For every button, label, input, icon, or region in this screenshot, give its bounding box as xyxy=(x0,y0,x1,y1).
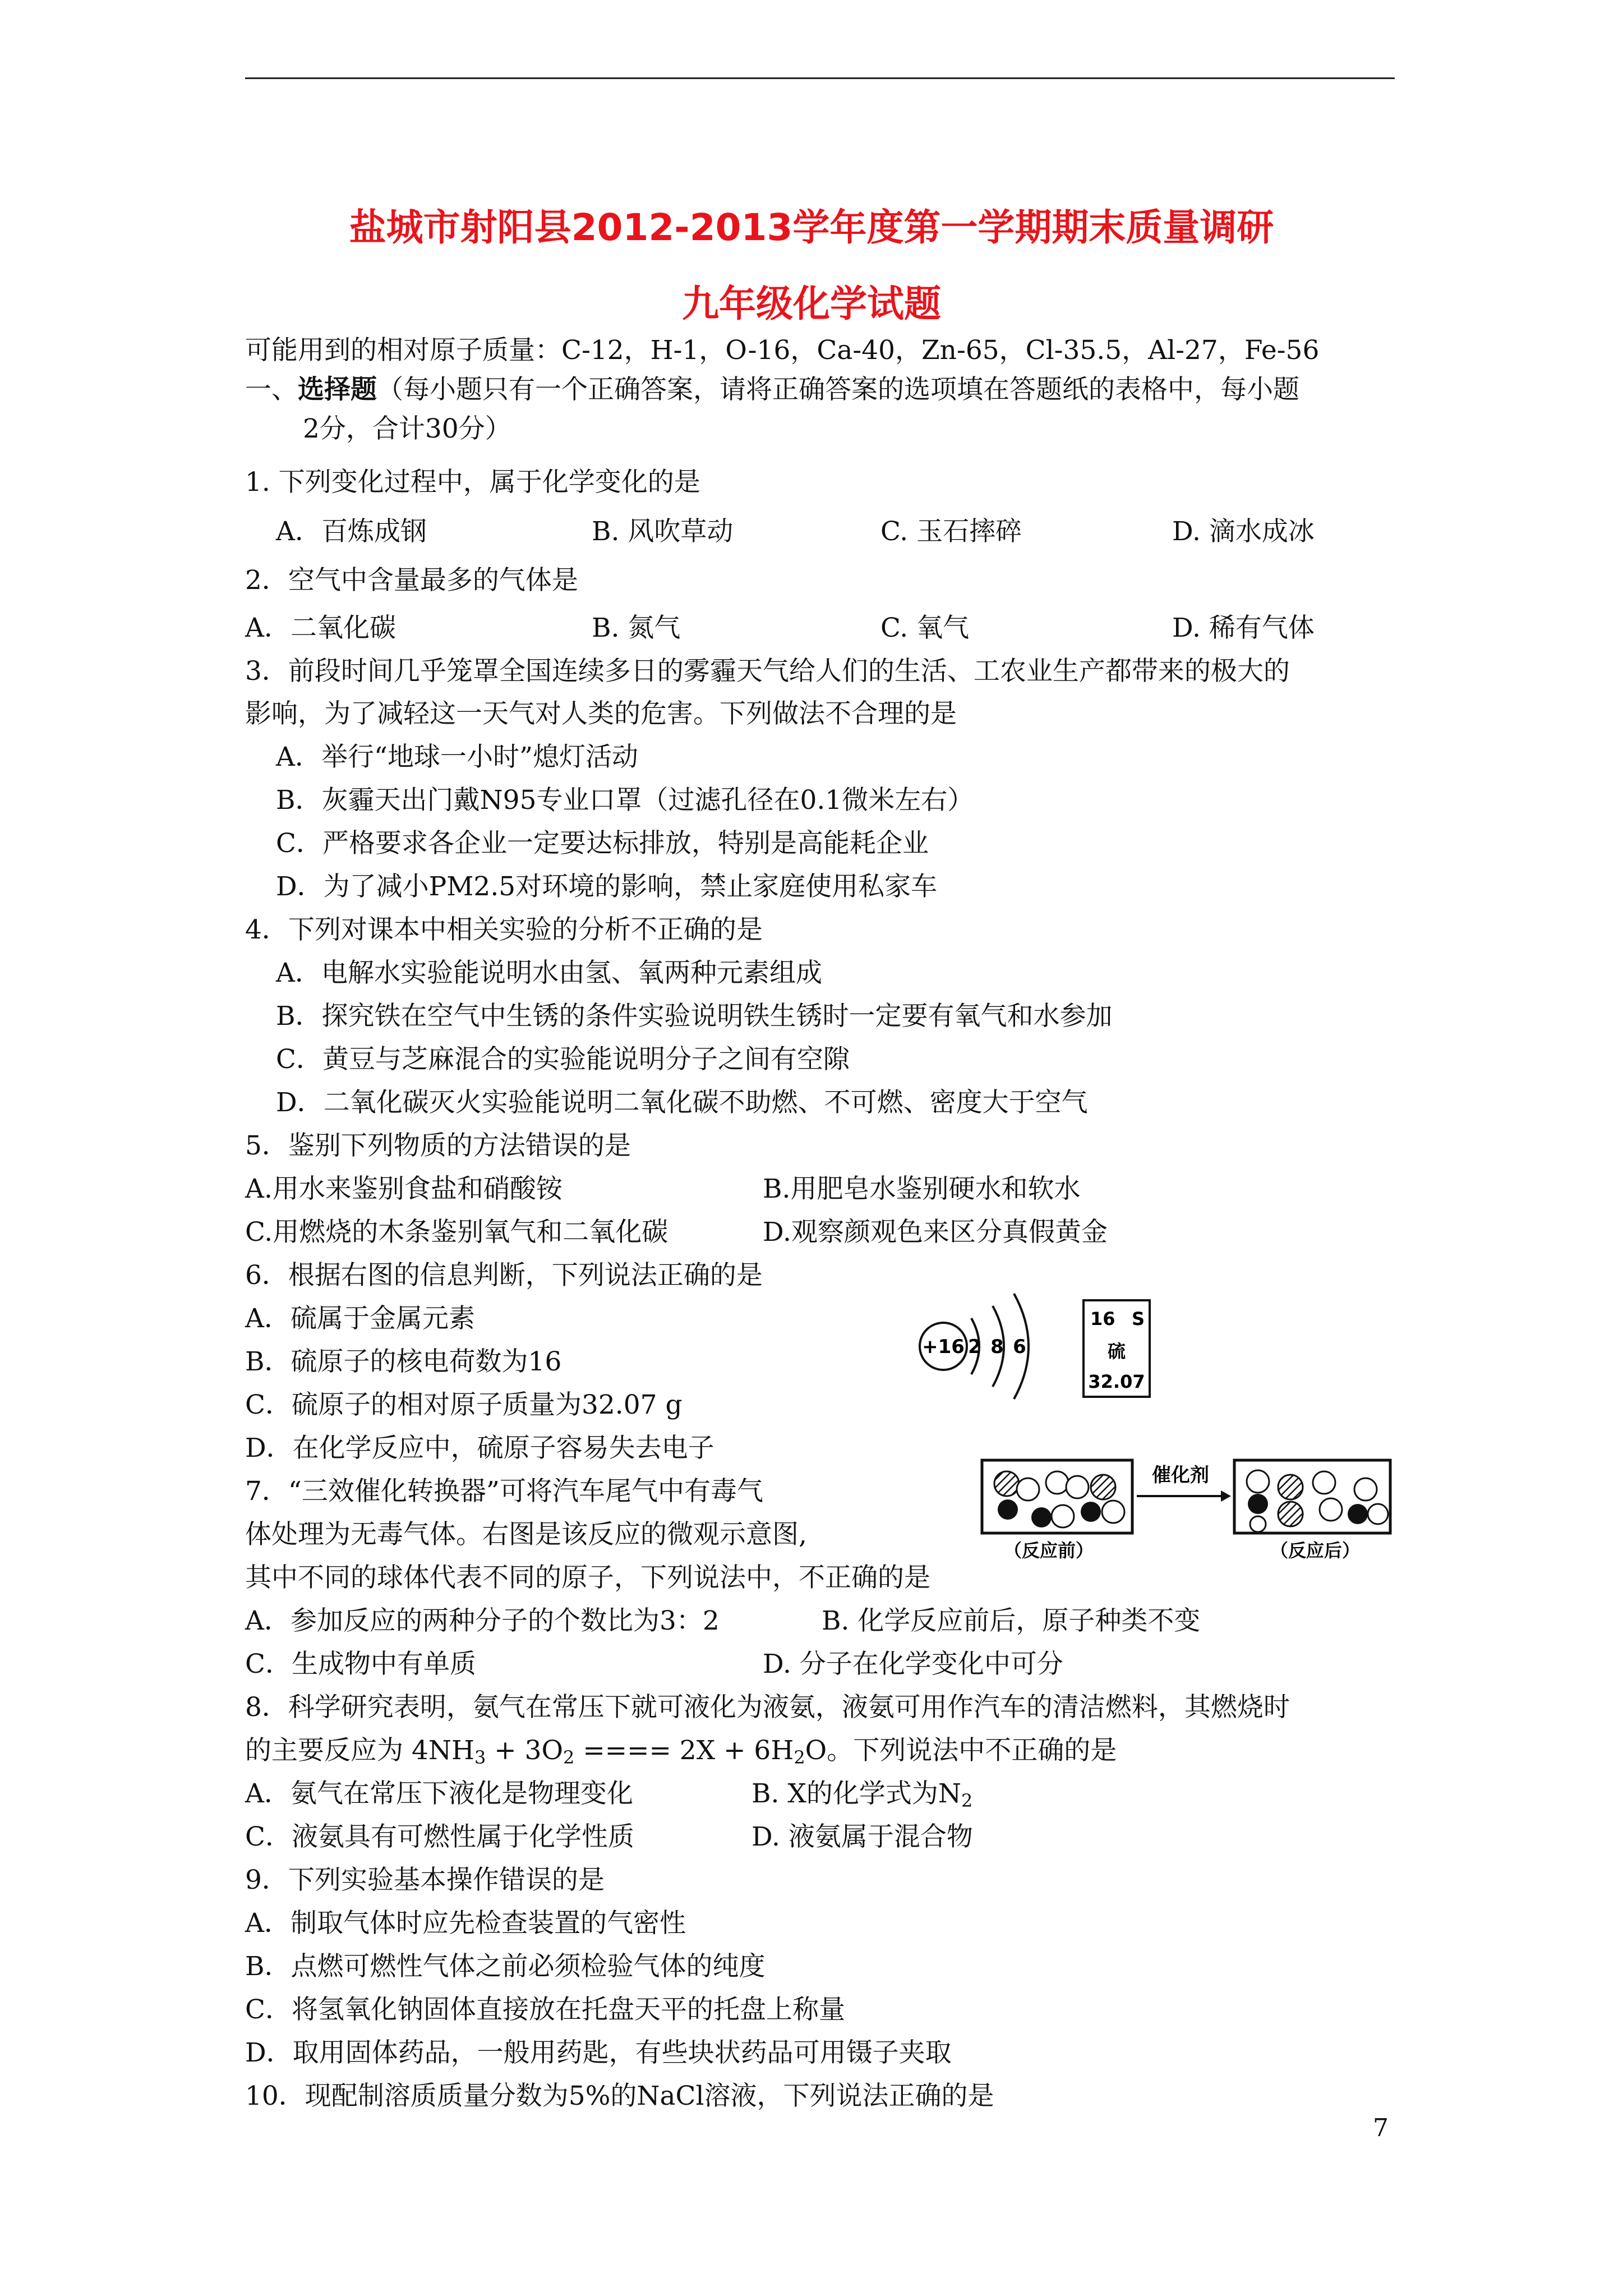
white-atom xyxy=(1046,1471,1068,1494)
q7-stem-cont: 体处理为无毒气体。右图是该反应的微观示意图, xyxy=(245,1519,807,1550)
q4-option-d: D．二氧化碳灭火实验能说明二氧化碳不助燃、不可燃、密度大于空气 xyxy=(276,1087,1088,1118)
white-atom xyxy=(1247,1470,1269,1493)
q4-option-a: A．电解水实验能说明水由氢、氧两种元素组成 xyxy=(276,958,822,988)
q9-stem: 9．下列实验基本操作错误的是 xyxy=(245,1865,605,1895)
q8-stem: 8．科学研究表明，氨气在常压下就可液化为液氨，液氨可用作汽车的清洁燃料，其燃烧时 xyxy=(245,1692,1290,1723)
q8-option-b-sub: 2 xyxy=(961,1790,973,1811)
q7-stem: 7．“三效催化转换器”可将汽车尾气中有毒气 xyxy=(245,1476,763,1507)
element-mass: 32.07 xyxy=(1088,1371,1145,1392)
atomic-masses: 可能用到的相对原子质量：C-12，H-1，O-16，Ca-40，Zn-65，Cl-35.5，Al-27，Fe-56 xyxy=(245,335,1320,366)
q5-stem: 5．鉴别下列物质的方法错误的是 xyxy=(245,1130,631,1161)
black-atom xyxy=(1348,1504,1368,1524)
q8-option-d: D. 液氨属于混合物 xyxy=(751,1821,973,1852)
q4-option-b: B．探究铁在空气中生锈的条件实验说明铁生锈时一定要有氧气和水参加 xyxy=(276,1001,1113,1032)
section-prefix: 一、 xyxy=(245,374,298,405)
after-caption: （反应后） xyxy=(1270,1540,1361,1561)
q6-option-a: A．硫属于金属元素 xyxy=(245,1303,475,1334)
q4-option-c: C．黄豆与芝麻混合的实验能说明分子之间有空隙 xyxy=(276,1044,850,1075)
q8-equation-mid2: ==== 2X + 6H xyxy=(574,1735,794,1766)
q9-option-a: A．制取气体时应先检查装置的气密性 xyxy=(245,1908,686,1939)
white-atom xyxy=(1052,1505,1074,1527)
q8-option-c: C．液氨具有可燃性属于化学性质 xyxy=(245,1821,634,1852)
q8-equation-mid1: + 3O xyxy=(486,1735,564,1766)
page-number: 7 xyxy=(1373,2114,1389,2142)
before-caption: （反应前） xyxy=(1003,1540,1094,1561)
q1-option-d: D. 滴水成冰 xyxy=(1172,516,1315,547)
sulfur-figure xyxy=(909,1273,1166,1414)
q7-stem-cont2: 其中不同的球体代表不同的原子，下列说法中，不正确的是 xyxy=(245,1562,930,1593)
white-atom xyxy=(1066,1476,1089,1498)
nucleus-charge: +16 xyxy=(922,1336,965,1358)
q3-stem: 3．前段时间几乎笼罩全国连续多日的雾霾天气给人们的生活、工农业生产都带来的极大的 xyxy=(245,656,1290,687)
shell-electrons-3: 6 xyxy=(1013,1336,1026,1358)
q9-option-b: B．点燃可燃性气体之前必须检验气体的纯度 xyxy=(245,1951,766,1982)
q8-equation-post: O。下列说法中不正确的是 xyxy=(805,1735,1117,1766)
white-atom xyxy=(1102,1501,1124,1523)
white-atom xyxy=(1354,1478,1377,1501)
q7-option-b: B. 化学反应前后，原子种类不变 xyxy=(822,1605,1201,1636)
q8-sub-nh3: 3 xyxy=(474,1747,486,1768)
q2-option-a: A．二氧化碳 xyxy=(245,613,396,643)
header-rule xyxy=(245,77,1395,79)
element-symbol: S xyxy=(1132,1308,1145,1329)
q1-stem: 1. 下列变化过程中，属于化学变化的是 xyxy=(245,467,700,498)
element-atomic-number: 16 xyxy=(1090,1308,1115,1329)
section-name: 选择题 xyxy=(298,374,377,405)
white-atom xyxy=(1313,1471,1335,1494)
q8-sub-h2o: 2 xyxy=(794,1747,805,1768)
hatched-atom xyxy=(1278,1502,1303,1526)
q3-option-b: B．灰霾天出门戴N95专业口罩（过滤孔径在0.1微米左右） xyxy=(276,785,974,816)
black-atom xyxy=(998,1499,1018,1520)
section-instructions: （每小题只有一个正确答案，请将正确答案的选项填在答题纸的表格中，每小题 xyxy=(377,374,1299,405)
q2-option-d: D. 稀有气体 xyxy=(1172,613,1315,643)
q3-option-c: C．严格要求各企业一定要达标排放，特别是高能耗企业 xyxy=(276,828,929,859)
black-atom xyxy=(1248,1494,1268,1514)
q2-stem: 2．空气中含量最多的气体是 xyxy=(245,565,578,596)
section-instructions-cont: 2分，合计30分） xyxy=(303,413,511,444)
q7-option-a: A．参加反应的两种分子的个数比为3：2 xyxy=(245,1605,720,1636)
q3-stem-cont: 影响，为了减轻这一天气对人类的危害。下列做法不合理的是 xyxy=(245,698,957,729)
q7-option-c: C．生成物中有单质 xyxy=(245,1649,476,1680)
page-title: 盐城市射阳县2012-2013学年度第一学期期末质量调研 xyxy=(349,206,1274,249)
q1-option-b: B. 风吹草动 xyxy=(592,516,734,547)
q5-option-a: A.用水来鉴别食盐和硝酸铵 xyxy=(245,1174,562,1204)
element-name: 硫 xyxy=(1107,1341,1126,1362)
q2-option-b: B. 氮气 xyxy=(592,613,681,643)
white-atom xyxy=(1250,1516,1266,1532)
section-heading xyxy=(245,373,1299,407)
q5-option-c: C.用燃烧的木条鉴别氧气和二氧化碳 xyxy=(245,1217,668,1248)
q9-option-c: C．将氢氧化钠固体直接放在托盘天平的托盘上称量 xyxy=(245,1994,845,2025)
q7-option-d: D. 分子在化学变化中可分 xyxy=(763,1649,1063,1680)
shell-electrons-2: 8 xyxy=(990,1336,1004,1358)
q3-option-a: A．举行“地球一小时”熄灯活动 xyxy=(276,742,638,772)
q5-option-d: D.观察颜观色来区分真假黄金 xyxy=(763,1217,1108,1248)
q8-option-b-text: B. X的化学式为N xyxy=(751,1778,962,1809)
q8-sub-o2: 2 xyxy=(563,1747,575,1768)
arrow-head-icon xyxy=(1221,1490,1231,1502)
hatched-atom xyxy=(1091,1475,1115,1499)
q8-option-a: A．氨气在常压下液化是物理变化 xyxy=(245,1778,633,1809)
q8-option-b xyxy=(751,1777,972,1818)
q6-option-d: D．在化学反应中，硫原子容易失去电子 xyxy=(245,1433,714,1464)
q5-option-b: B.用肥皂水鉴别硬水和软水 xyxy=(763,1174,1081,1204)
q8-equation-pre: 的主要反应为 4NH xyxy=(245,1735,474,1766)
q1-option-c: C. 玉石摔碎 xyxy=(880,516,1022,547)
q6-stem: 6．根据右图的信息判断，下列说法正确的是 xyxy=(245,1260,763,1291)
q9-option-d: D．取用固体药品，一般用药匙，有些块状药品可用镊子夹取 xyxy=(245,2037,952,2068)
shell-electrons-1: 2 xyxy=(968,1336,981,1358)
black-atom xyxy=(1031,1507,1052,1527)
q1-option-a: A．百炼成钢 xyxy=(276,516,427,547)
catalyst-label: 催化剂 xyxy=(1152,1464,1209,1487)
white-atom xyxy=(1017,1478,1039,1501)
hatched-atom xyxy=(994,1471,1019,1496)
q6-option-b: B．硫原子的核电荷数为16 xyxy=(245,1346,562,1377)
white-atom xyxy=(1320,1498,1342,1521)
q3-option-d: D．为了减小PM2.5对环境的影响，禁止家庭使用私家车 xyxy=(276,871,938,902)
white-atom xyxy=(1368,1504,1388,1524)
reaction-diagram xyxy=(979,1456,1394,1565)
q6-option-c: C．硫原子的相对原子质量为32.07 g xyxy=(245,1389,683,1420)
q8-equation-line xyxy=(245,1734,1117,1774)
q4-stem: 4．下列对课本中相关实验的分析不正确的是 xyxy=(245,914,763,945)
q10-stem: 10．现配制溶质质量分数为5%的NaCl溶液，下列说法正确的是 xyxy=(245,2081,994,2111)
hatched-atom xyxy=(1278,1475,1303,1499)
q2-option-c: C. 氧气 xyxy=(880,613,970,643)
black-atom xyxy=(1081,1502,1101,1522)
page-subtitle: 九年级化学试题 xyxy=(682,282,941,325)
